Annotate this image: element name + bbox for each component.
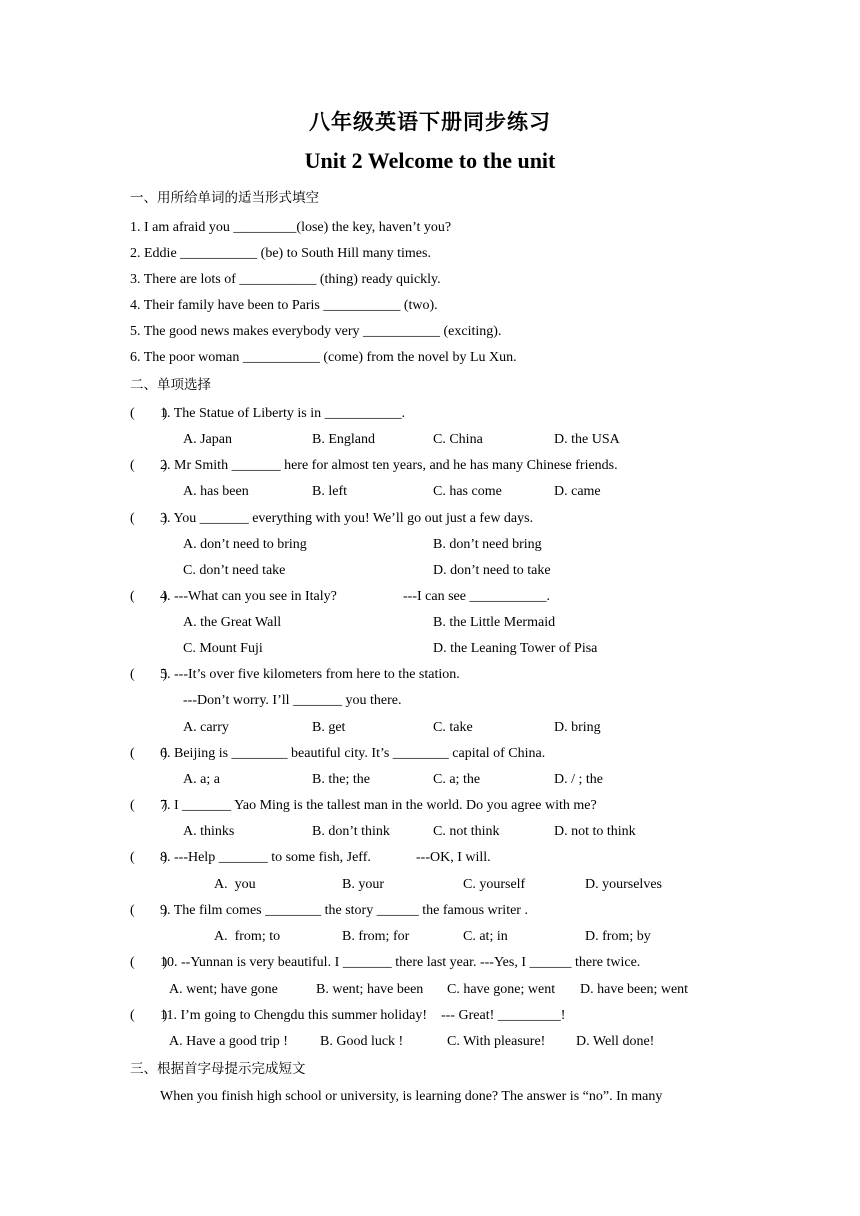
q7-option-d: D. not to think [554,824,636,839]
q6-option-a: A. a; a [183,772,220,787]
q1-option-c: C. China [433,432,483,447]
q8-option-a: A. you [214,877,256,892]
fill-blank-item-5: 5. The good news makes everybody very ___________ (exciting). [130,324,502,339]
q10-option-b: B. went; have been [316,982,424,997]
answer-bracket-q5: ( ) [130,667,168,682]
question-4-text: 4. ---What can you see in Italy? [160,589,337,604]
q9-option-b: B. from; for [342,929,410,944]
q3-option-b: B. don’t need bring [433,537,542,552]
q1-option-b: B. England [312,432,375,447]
q11-option-d: D. Well done! [576,1034,655,1049]
q1-option-a: A. Japan [183,432,232,447]
page-title-chinese: 八年级英语下册同步练习 [309,110,551,134]
q3-option-a: A. don’t need to bring [183,537,307,552]
question-10-text: 10. --Yunnan is very beautiful. I _______ there last year. ---Yes, I ______ there twice. [160,955,641,970]
q10-option-c: C. have gone; went [447,982,556,997]
section-2-heading: 二、单项选择 [130,377,211,393]
q6-option-c: C. a; the [433,772,481,787]
section-3-heading: 三、根据首字母提示完成短文 [130,1061,306,1077]
q2-option-b: B. left [312,484,347,499]
answer-bracket-q10: ( ) [130,955,168,970]
answer-bracket-q1: ( ) [130,406,168,421]
q1-option-d: D. the USA [554,432,620,447]
question-11-text: 11. I’m going to Chengdu this summer holiday! --- Great! _________! [160,1008,566,1023]
q7-option-a: A. thinks [183,824,235,839]
q2-option-d: D. came [554,484,601,499]
answer-bracket-q7: ( ) [130,798,168,813]
question-5-text: 5. ---It’s over five kilometers from here to the station. [160,667,460,682]
q5-option-a: A. carry [183,720,229,735]
q8-option-c: C. yourself [463,877,526,892]
q9-option-d: D. from; by [585,929,651,944]
q6-option-d: D. / ; the [554,772,603,787]
q9-option-a: A. from; to [214,929,281,944]
q6-option-b: B. the; the [312,772,370,787]
question-3-text: 3. You _______ everything with you! We’ll go out just a few days. [160,511,534,526]
fill-blank-item-1: 1. I am afraid you _________(lose) the key, haven’t you? [130,220,452,235]
q3-option-d: D. don’t need to take [433,563,551,578]
question-1-text: 1. The Statue of Liberty is in ___________. [160,406,406,421]
question-5-reply: ---Don’t worry. I’ll _______ you there. [183,693,402,708]
q3-option-c: C. don’t need take [183,563,286,578]
fill-blank-item-4: 4. Their family have been to Paris ___________ (two). [130,298,438,313]
q9-option-c: C. at; in [463,929,508,944]
q5-option-b: B. get [312,720,346,735]
q10-option-d: D. have been; went [580,982,689,997]
answer-bracket-q2: ( ) [130,458,168,473]
q11-option-a: A. Have a good trip ! [169,1034,288,1049]
question-6-text: 6. Beijing is ________ beautiful city. It’s ________ capital of China. [160,746,546,761]
page-title-english: Unit 2 Welcome to the unit [304,148,556,173]
q7-option-c: C. not think [433,824,500,839]
q10-option-a: A. went; have gone [169,982,278,997]
q4-option-d: D. the Leaning Tower of Pisa [433,641,598,656]
answer-bracket-q8: ( ) [130,850,168,865]
fill-blank-item-2: 2. Eddie ___________ (be) to South Hill many times. [130,246,431,261]
question-8-text: 8. ---Help _______ to some fish, Jeff. [160,850,371,865]
answer-bracket-q6: ( ) [130,746,168,761]
q5-option-c: C. take [433,720,473,735]
q5-option-d: D. bring [554,720,601,735]
answer-bracket-q4: ( ) [130,589,168,604]
q4-option-b: B. the Little Mermaid [433,615,556,630]
q7-option-b: B. don’t think [312,824,390,839]
section-1-heading: 一、用所给单词的适当形式填空 [130,190,319,206]
q11-option-b: B. Good luck ! [320,1034,404,1049]
q2-option-c: C. has come [433,484,502,499]
q11-option-c: C. With pleasure! [447,1034,546,1049]
question-7-text: 7. I _______ Yao Ming is the tallest man in the world. Do you agree with me? [160,798,597,813]
q4-option-c: C. Mount Fuji [183,641,263,656]
question-2-text: 2. Mr Smith _______ here for almost ten years, and he has many Chinese friends. [160,458,618,473]
q8-option-b: B. your [342,877,384,892]
q2-option-a: A. has been [183,484,249,499]
fill-blank-item-3: 3. There are lots of ___________ (thing) ready quickly. [130,272,441,287]
passage-first-line: When you finish high school or university, is learning done? The answer is “no”. In many [160,1089,663,1104]
question-8-reply: ---OK, I will. [416,850,491,865]
answer-bracket-q9: ( ) [130,903,168,918]
answer-bracket-q3: ( ) [130,511,168,526]
q8-option-d: D. yourselves [585,877,662,892]
answer-bracket-q11: ( ) [130,1008,168,1023]
question-4-reply: ---I can see ___________. [403,589,550,604]
q4-option-a: A. the Great Wall [183,615,282,630]
fill-blank-item-6: 6. The poor woman ___________ (come) from the novel by Lu Xun. [130,350,517,365]
question-9-text: 9. The film comes ________ the story ______ the famous writer . [160,903,528,918]
